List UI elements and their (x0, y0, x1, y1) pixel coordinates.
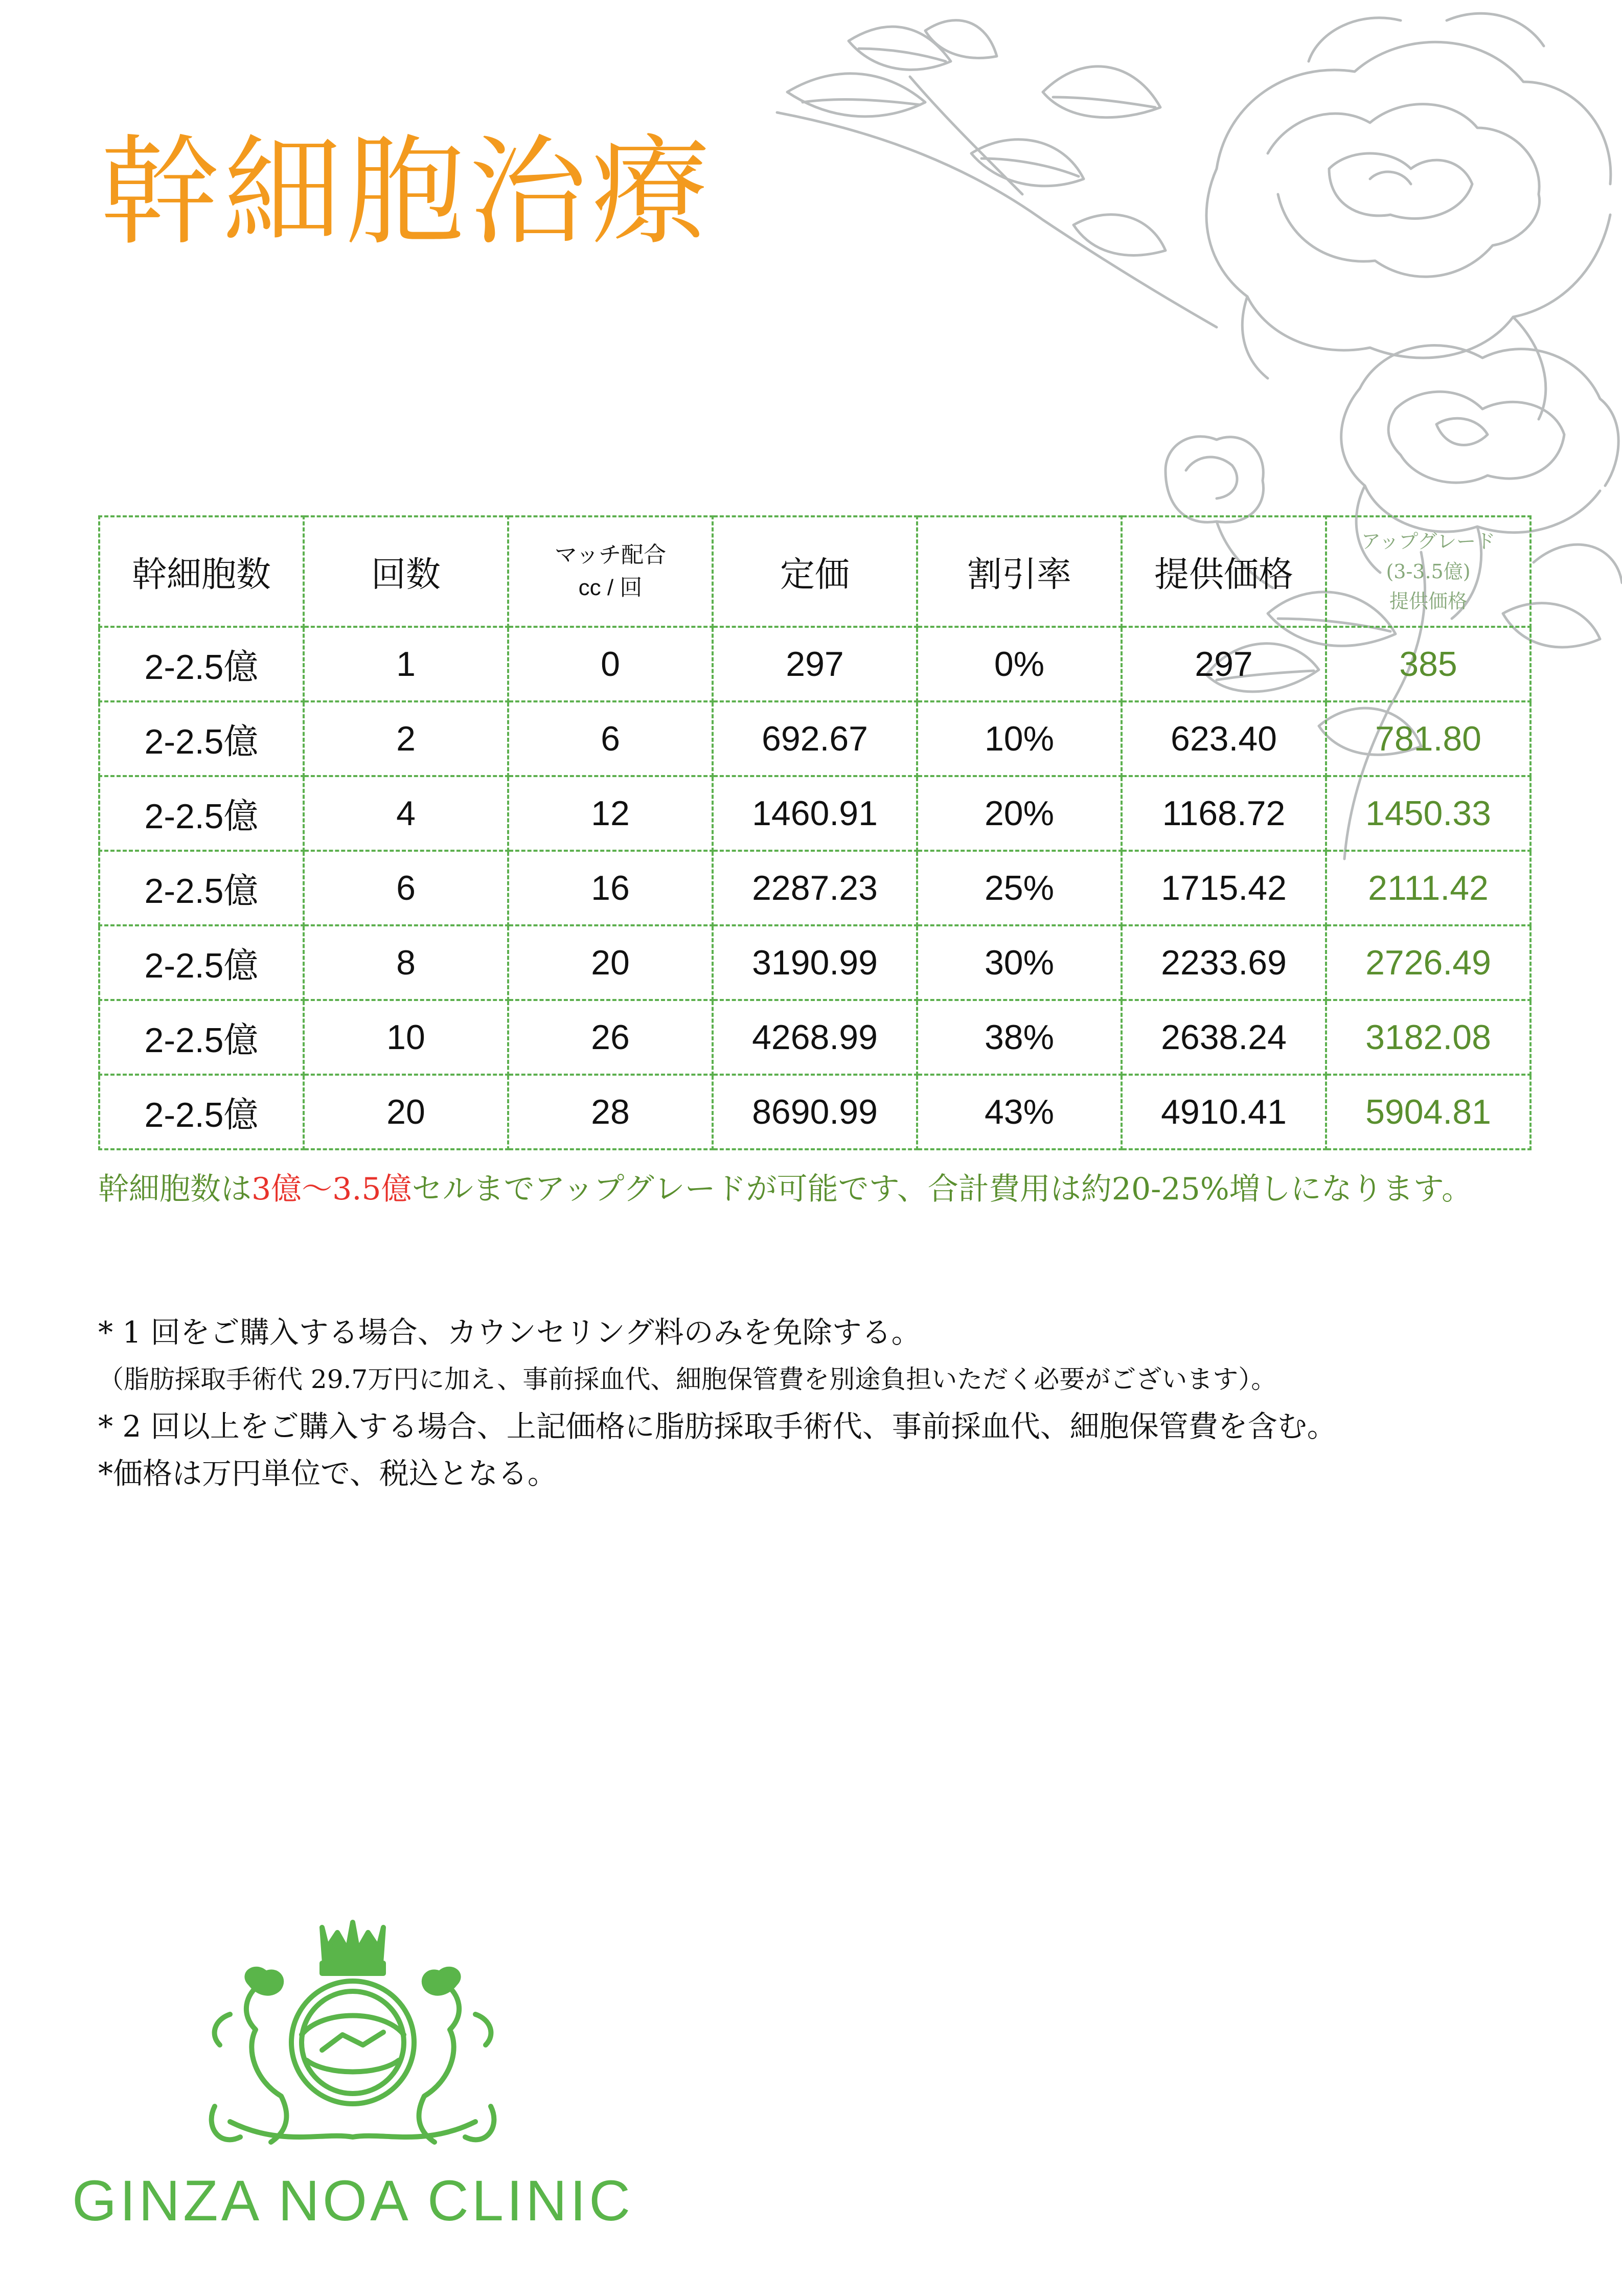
cell-list-price: 2287.23 (713, 851, 917, 925)
header-offer-price: 提供価格 (1122, 516, 1326, 627)
header-upgrade-price (1326, 516, 1530, 627)
table-header-row (99, 516, 1530, 627)
footnote-line: * 2 回以上をご購入する場合、上記価格に脂肪採取手術代、事前採血代、細胞保管費を含む。 (98, 1409, 1337, 1444)
cell-upgrade-price: 5904.81 (1326, 1075, 1530, 1149)
header-discount: 割引率 (917, 516, 1122, 627)
table-row (99, 1075, 1530, 1149)
cell-list-price: 4268.99 (713, 1000, 917, 1075)
cell-upgrade-price: 385 (1326, 627, 1530, 701)
cell-match: 6 (508, 701, 713, 776)
cell-match: 0 (508, 627, 713, 701)
cell-cells: 2-2.5億 (99, 1000, 304, 1075)
cell-offer-price: 2233.69 (1122, 925, 1326, 1000)
cell-discount: 38% (917, 1000, 1122, 1075)
cell-match: 28 (508, 1075, 713, 1149)
footnote-line: * 1 回をご購入する場合、カウンセリング料のみを免除する。 (98, 1315, 921, 1350)
upgrade-note-highlight: 3億～3.5億 (252, 1171, 412, 1207)
header-list-price: 定価 (713, 516, 917, 627)
cell-discount: 20% (917, 776, 1122, 851)
footnotes (98, 1309, 1529, 1497)
cell-discount: 10% (917, 701, 1122, 776)
cell-offer-price: 1715.42 (1122, 851, 1326, 925)
table-row (99, 701, 1530, 776)
cell-cells: 2-2.5億 (99, 851, 304, 925)
footnote-line: *価格は万円単位で、税込となる。 (98, 1456, 557, 1491)
header-match-line2: cc / 回 (578, 575, 643, 600)
cell-cells: 2-2.5億 (99, 1075, 304, 1149)
cell-offer-price: 297 (1122, 627, 1326, 701)
table-row (99, 1000, 1530, 1075)
header-upgrade-line3: 提供価格 (1389, 590, 1467, 613)
upgrade-note (98, 1166, 1509, 1213)
cell-match: 16 (508, 851, 713, 925)
cell-list-price: 297 (713, 627, 917, 701)
header-upgrade-line2: (3-3.5億) (1386, 560, 1471, 583)
header-count: 回数 (304, 516, 508, 627)
table-row (99, 627, 1530, 701)
cell-upgrade-price: 2111.42 (1326, 851, 1530, 925)
cell-list-price: 8690.99 (713, 1075, 917, 1149)
cell-match: 12 (508, 776, 713, 851)
cell-upgrade-price: 781.80 (1326, 701, 1530, 776)
crest-icon (169, 1912, 537, 2168)
cell-count: 8 (304, 925, 508, 1000)
footnote-line: （脂肪採取手術代 29.7万円に加え、事前採血代、細胞保管費を別途負担いただく必要がございます）。 (98, 1365, 1277, 1394)
table-row (99, 925, 1530, 1000)
cell-upgrade-price: 2726.49 (1326, 925, 1530, 1000)
cell-list-price: 3190.99 (713, 925, 917, 1000)
cell-match: 20 (508, 925, 713, 1000)
header-match-line1: マッチ配合 (554, 542, 667, 568)
upgrade-note-suffix: セルまでアップグレードが可能です、合計費用は約20-25%増しになります。 (412, 1171, 1472, 1207)
header-cells: 幹細胞数 (99, 516, 304, 627)
cell-offer-price: 4910.41 (1122, 1075, 1326, 1149)
cell-offer-price: 2638.24 (1122, 1000, 1326, 1075)
cell-offer-price: 623.40 (1122, 701, 1326, 776)
cell-discount: 25% (917, 851, 1122, 925)
header-upgrade-line1: アップグレード (1361, 530, 1496, 553)
cell-cells: 2-2.5億 (99, 776, 304, 851)
cell-count: 1 (304, 627, 508, 701)
table-row (99, 851, 1530, 925)
cell-discount: 30% (917, 925, 1122, 1000)
cell-upgrade-price: 1450.33 (1326, 776, 1530, 851)
cell-count: 10 (304, 1000, 508, 1075)
cell-count: 4 (304, 776, 508, 851)
upgrade-note-prefix: 幹細胞数は (98, 1171, 252, 1207)
price-table (98, 515, 1532, 1150)
header-match (508, 516, 713, 627)
cell-discount: 43% (917, 1075, 1122, 1149)
table-row (99, 776, 1530, 851)
cell-discount: 0% (917, 627, 1122, 701)
clinic-name: GINZA NOA CLINIC (72, 2169, 633, 2233)
cell-offer-price: 1168.72 (1122, 776, 1326, 851)
cell-count: 2 (304, 701, 508, 776)
clinic-logo (72, 1912, 634, 2270)
cell-upgrade-price: 3182.08 (1326, 1000, 1530, 1075)
cell-cells: 2-2.5億 (99, 701, 304, 776)
page-title: 幹細胞治療 (100, 123, 714, 261)
cell-count: 20 (304, 1075, 508, 1149)
cell-list-price: 1460.91 (713, 776, 917, 851)
cell-cells: 2-2.5億 (99, 627, 304, 701)
cell-cells: 2-2.5億 (99, 925, 304, 1000)
cell-match: 26 (508, 1000, 713, 1075)
cell-list-price: 692.67 (713, 701, 917, 776)
cell-count: 6 (304, 851, 508, 925)
